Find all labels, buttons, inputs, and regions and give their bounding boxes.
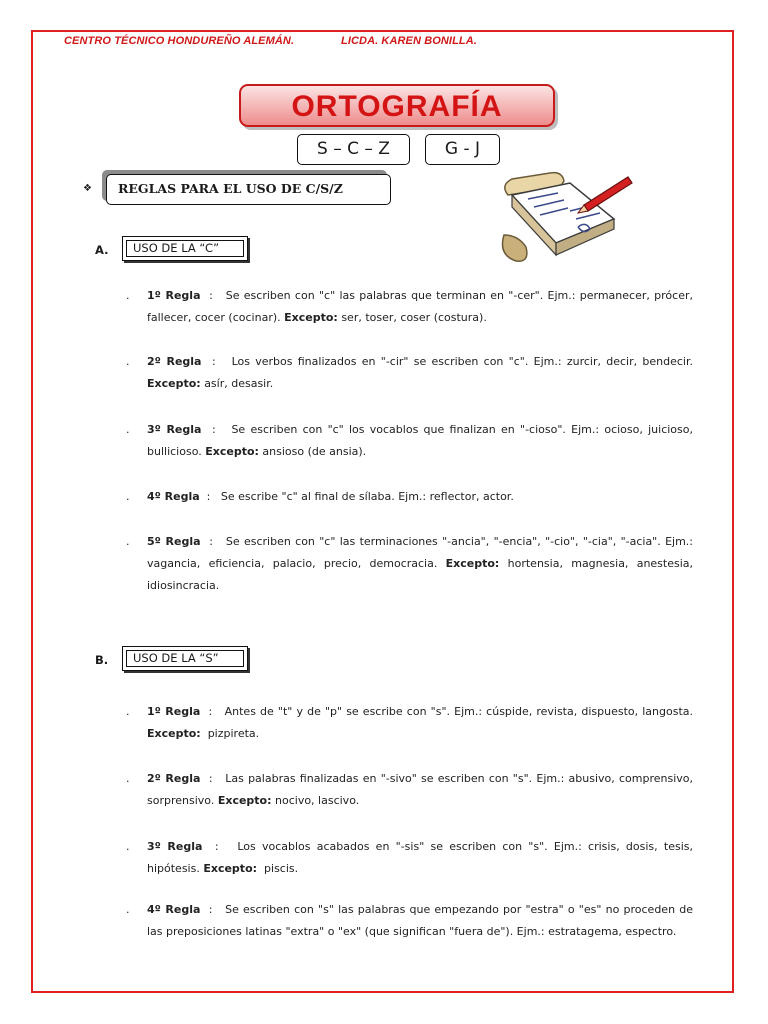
section-title-a xyxy=(122,236,248,261)
rule-a-1: 1º Regla : Se escriben con "c" las palabras que terminan en "-cer". Ejm.: permanecer, prócer, fallecer, cocer (cocinar). Excepto: ser, toser, coser (costura). xyxy=(147,289,693,324)
rule-b-3: 3º Regla : Los vocablos acabados en "-sis" se escriben con "s". Ejm.: crisis, dosis, tesis, hipótesis. Excepto: piscis. xyxy=(147,840,693,875)
tag-g-j: G - J xyxy=(425,134,500,165)
title-banner xyxy=(239,84,555,127)
tag-s-c-z: S – C – Z xyxy=(297,134,410,165)
section-letter-b: B. xyxy=(95,653,109,667)
rule-a-5: 5º Regla : Se escriben con "c" las terminaciones "-ancia", "-encia", "-cio", "-cia", "-acia". Ejm.: vagancia, eficiencia, palacio, precio, democracia. Excepto: hortensia, magnesia, anestesia, idiosincracia. xyxy=(147,535,694,592)
rule-b-2: 2º Regla : Las palabras finalizadas en "-sivo" se escriben con "s". Ejm.: abusivo, comprensivo, sorprensivo. Excepto: nocivo, lascivo. xyxy=(147,772,693,807)
rules-heading: REGLAS PARA EL USO DE C/S/Z xyxy=(106,174,391,205)
section-letter-a: A. xyxy=(95,243,109,257)
section-title-b xyxy=(122,646,248,671)
rule-a-4: 4º Regla : Se escribe "c" al final de sílaba. Ejm.: reflector, actor. xyxy=(147,490,514,503)
section-title-a-text: USO DE LA “C” xyxy=(133,241,220,255)
notebook-pen-icon xyxy=(490,165,635,267)
rule-b-1: 1º Regla : Antes de "t" y de "p" se escribe con "s". Ejm.: cúspide, revista, dispuesto, langosta. Excepto: pizpireta. xyxy=(147,705,693,740)
page-title: ORTOGRAFÍA xyxy=(291,90,503,123)
rule-a-2: 2º Regla : Los verbos finalizados en "-cir" se escriben con "c". Ejm.: zurcir, decir, bendecir. Excepto: asír, desasir. xyxy=(147,355,693,390)
rule-a-3: 3º Regla : Se escriben con "c" los vocablos que finalizan en "-cioso". Ejm.: ocioso, juicioso, bullicioso. Excepto: ansioso (de ansia). xyxy=(147,423,693,458)
diamond-bullet-icon: ❖ xyxy=(83,183,92,194)
section-title-b-text: USO DE LA “S” xyxy=(133,651,219,665)
institution-name: CENTRO TÉCNICO HONDUREÑO ALEMÁN. xyxy=(64,35,295,47)
rule-b-4: 4º Regla : Se escriben con "s" las palabras que empezando por "estra" o "es" no proceden de las preposiciones latinas "extra" o "ex" (que significan "fuera de"). Ejm.: estratagema, espectro. xyxy=(147,903,693,938)
teacher-name: LICDA. KAREN BONILLA. xyxy=(341,35,477,47)
